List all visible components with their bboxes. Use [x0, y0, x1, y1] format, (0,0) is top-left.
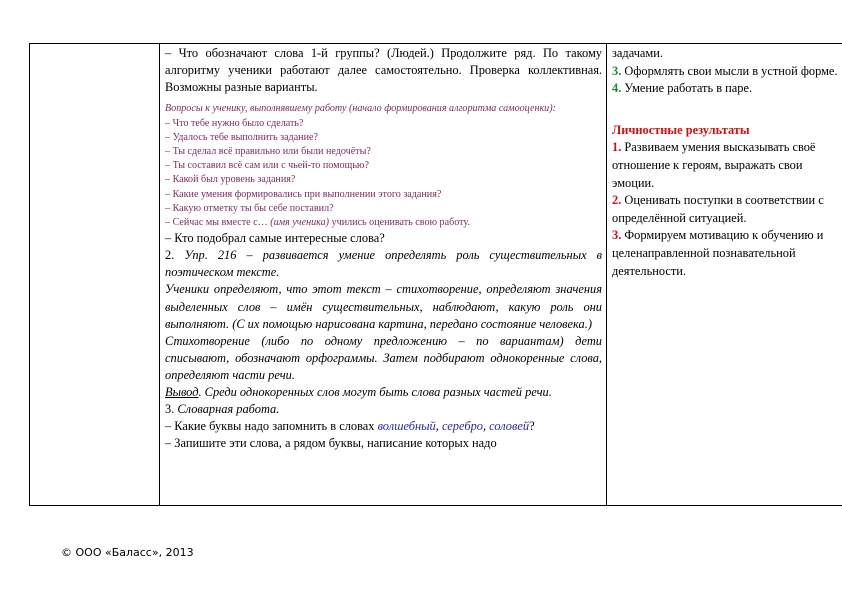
- question-item: – Ты сделал всё правильно или были недочёты?: [165, 145, 371, 157]
- intro-text: – Что обозначают слова 1-й группы? (Людей.) Продолжите ряд. По такому алгоритму ученики работают далее самостоятельно. Проверка коллективная. Возможны разные варианты.: [165, 46, 602, 95]
- question-item: – Какой был уровень задания?: [165, 174, 296, 186]
- question-item: – Какую отметку ты бы себе поставил?: [165, 202, 334, 214]
- table-bottom-border: [29, 505, 842, 506]
- question-item: – Ты составил всё сам или с чьей-то помощью?: [165, 160, 369, 172]
- lesson-table: [29, 43, 842, 507]
- exercise-2-description-2: Стихотворение (либо по одному предложению – по вариантам) дети списывают, обозначают орфограммы. Затем подбирают однокоренные слова, определяют части речи.: [165, 333, 602, 382]
- write-words-instruction: – Запишите эти слова, а рядом буквы, написание которых надо: [165, 436, 497, 451]
- who-best-question: – Кто подобрал самые интересные слова?: [165, 231, 385, 246]
- exercise-2: 2. Упр. 216 – развивается умение определять роль существительных в поэтическом тексте.: [165, 248, 603, 280]
- exercise-2-title: Упр. 216 – развивается умение определять роль существительных в поэтическом тексте.: [165, 248, 603, 280]
- table-top-border: [29, 43, 842, 44]
- result-item-4: 4. Умение работать в паре.: [612, 81, 753, 96]
- letters-question: – Какие буквы надо запомнить в словах волшебный, серебро, соловей?: [165, 419, 535, 434]
- question-item: – Какие умения формировались при выполнении этого задания?: [165, 188, 442, 200]
- vocab-word: серебро: [441, 419, 483, 434]
- exercise-2-description: Ученики определяют, что этот текст – стихотворение, определяют значения выделенных слов – имён существительных, наблюдают, какую роль они выполняют. (С их помощью нарисована картина, передано состояние человека.): [165, 282, 602, 331]
- vocab-word: соловей: [489, 419, 530, 434]
- personal-item-2: 2. Оценивать поступки в соответствии с определённой ситуацией.: [612, 193, 824, 225]
- exercise-3: 3. Словарная работа.: [165, 402, 280, 417]
- result-item-3: 3. Оформлять свои мысли в устной форме.: [612, 63, 838, 78]
- column-divider-2: [606, 43, 607, 506]
- vocab-word: волшебный: [377, 419, 436, 434]
- personal-item-3: 3. Формируем мотивацию к обучению и целенаправленной познавательной деятельности.: [612, 228, 824, 278]
- student-name-placeholder: (имя ученика): [270, 217, 330, 228]
- question-item-last: – Сейчас мы вместе с… (имя ученика) учились оценивать свою работу.: [165, 217, 470, 228]
- column-divider-1: [159, 43, 160, 506]
- copyright-footer: © ООО «Баласс», 2013: [61, 546, 194, 559]
- continuation-text: задачами.: [612, 46, 664, 60]
- results-column: [612, 45, 838, 280]
- question-item: – Что тебе нужно было сделать?: [165, 117, 304, 129]
- personal-item-1: 1. Развиваем умения высказывать своё отношение к героям, выражать свои эмоции.: [612, 140, 816, 190]
- conclusion: Вывод. Среди однокоренных слов могут быть слова разных частей речи.: [165, 385, 552, 400]
- conclusion-label: Вывод: [165, 385, 199, 400]
- questions-heading: Вопросы к ученику, выполнявшему работу (начало формирования алгоритма самооценки):: [165, 103, 556, 115]
- exercise-3-title: Словарная работа.: [177, 402, 280, 417]
- personal-results-heading: Личностные результаты: [612, 122, 750, 137]
- activities-column: [165, 45, 602, 452]
- table-left-border: [29, 43, 30, 506]
- question-item: – Удалось тебе выполнить задание?: [165, 131, 318, 143]
